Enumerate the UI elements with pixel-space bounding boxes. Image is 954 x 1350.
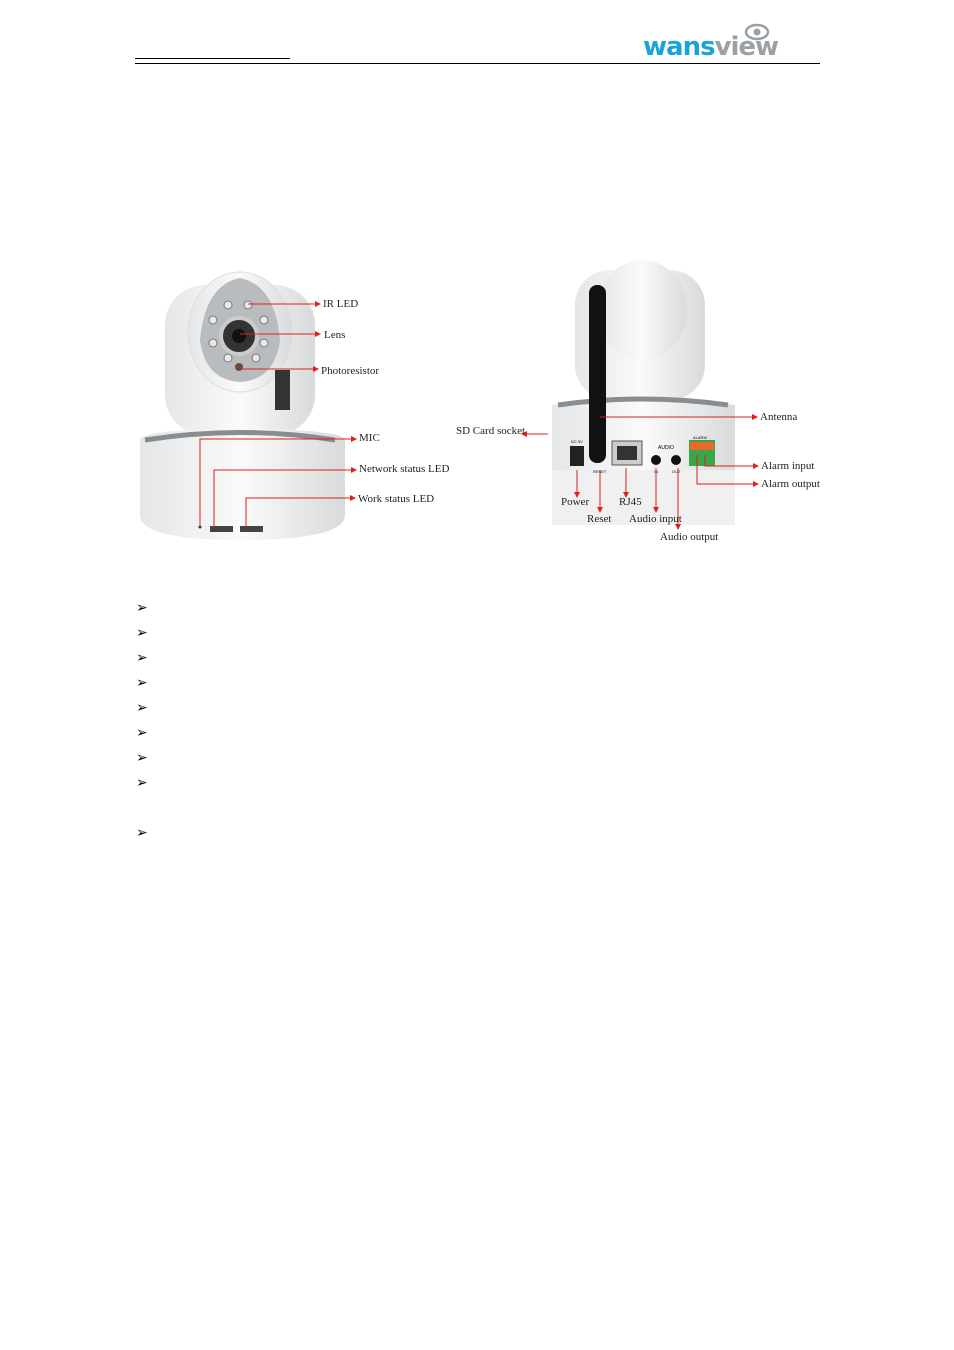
bullet-arrow-icon: ➢	[136, 750, 148, 766]
label-ir-led: IR LED	[323, 298, 359, 310]
panel-audio-text: AUDIO	[658, 445, 674, 451]
label-photoresistor: Photoresistor	[321, 365, 380, 377]
bullet-arrow-icon: ➢	[136, 650, 148, 666]
label-sd-card: SD Card socket	[456, 425, 526, 437]
front-camera-image	[140, 272, 345, 540]
label-power: Power	[561, 496, 590, 508]
bullet-arrow-icon: ➢	[136, 600, 148, 616]
label-audio-output: Audio output	[660, 531, 719, 543]
label-alarm-output: Alarm output	[761, 478, 820, 490]
panel-alarm-text: ALARM	[693, 435, 707, 440]
label-network-led: Network status LED	[359, 463, 450, 475]
bullet-arrow-icon: ➢	[136, 625, 148, 641]
label-alarm-input: Alarm input	[761, 460, 815, 472]
panel-dc-text: DC 5V	[571, 439, 583, 444]
label-work-led: Work status LED	[358, 493, 435, 505]
panel-reset-text: RESET	[593, 469, 607, 474]
bullet-arrow-icon: ➢	[136, 725, 148, 741]
label-mic: MIC	[359, 432, 380, 444]
label-reset: Reset	[587, 513, 612, 525]
bullet-arrow-icon: ➢	[136, 675, 148, 691]
logo-text: wansview	[643, 32, 779, 62]
panel-in-text: IN	[654, 469, 658, 474]
back-camera-image	[552, 260, 735, 525]
bullet-arrow-icon: ➢	[136, 700, 148, 716]
panel-out-text: OUT	[672, 469, 681, 474]
label-antenna: Antenna	[760, 411, 798, 423]
label-rj45: RJ45	[619, 496, 642, 508]
bullet-arrow-icon: ➢	[136, 775, 148, 791]
label-audio-input: Audio input	[629, 513, 682, 525]
bullet-arrow-icon: ➢	[136, 825, 148, 841]
label-lens: Lens	[324, 329, 346, 341]
